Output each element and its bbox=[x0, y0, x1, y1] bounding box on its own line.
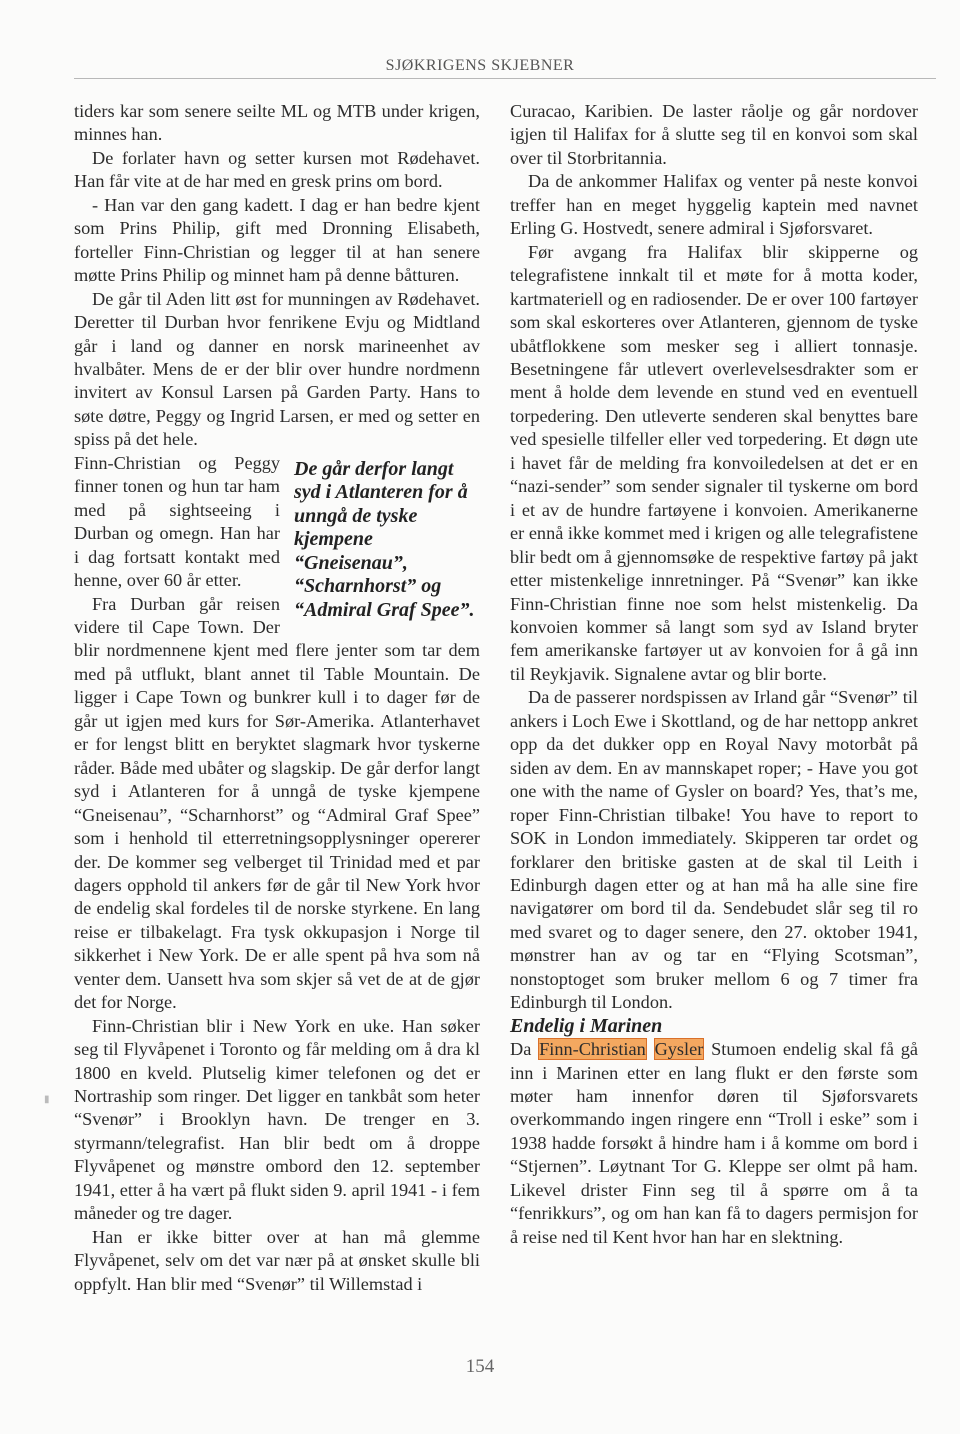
text-run: Stumoen endelig skal få gå inn i Marinen etter en lang flukt er den første som møter ham innenfor døren til Sjøforsvarets overkommando ingen ringere enn “Troll i eske” som i 1938 hadde forsøkt å hindre ham i å komme om bord i “Stjernen”. Løytnant Tor G. Kleppe ser olmt på ham. Likevel drister Finn seg til å spørre om å ta “fenrikkurs”, og om han kan få to dagers permisjon for å reise ned til Kent hvor han har en slektning. bbox=[510, 1039, 918, 1247]
paragraph bbox=[510, 1038, 918, 1249]
left-column bbox=[74, 100, 480, 1296]
paragraph: Curacao, Karibien. De laster råolje og går nordover igjen til Halifax for å slutte seg til en konvoi som skal over til Storbritannia. bbox=[510, 101, 918, 168]
paragraph: De forlater havn og setter kursen mot Rødehavet. Han får vite at de har med en gresk prins om bord. bbox=[74, 147, 480, 192]
paragraph: Før avgang fra Halifax blir skipperne og telegrafistene innkalt til et møte for å motta koder, kartmateriell og en radiosender. De er over 100 fartøyer som skal eskorteres over Atlanteren, gjennom de tyske ubåtflokkene som mesker seg i alliert tonnasje. Besetningene får utlevert overlevelsesdrakter som er ment å holde dem levende en stund ved en eventuell torpedering. Den utleverte senderen skal benyttes bare ved spesielle tilfeller eller ved torpedering. Et døgn ute i havet får de melding fra konvoiledelsen at det er en “nazi-sender” som sender signaler til tyskerne om bord i et av de hundre fartøyene i konvoien. Amerikanerne er ennå ikke kommet med i krigen og alle telegrafistene blir bedt om å gjennomsøke de respektive fartøy på jakt etter mistenkelige innretninger. På “Svenør” kan ikke Finn-Christian finne noe som helst mistenkelig. Da konvoien kommer så langt som syd av Island bryter fem amerikanske fartøyer ut av konvoien for å gå inn til Reykjavik. Signalene avtar og blir borte. bbox=[510, 241, 918, 684]
paragraph: Fra Durban går reisen videre til Cape Town. Der blir nordmennene kjent med flere jenter som tar dem med på utflukt, blant annet til Table Mountain. De ligger i Cape Town og bunkrer kull i to dager før de går ut igjen med kurs for Sør-Amerika. Atlanterhavet er for lengst blitt en beryktet slagmark hvor tyskerne råder. Både med ubåter og slagskip. De går derfor langt syd i Atlanteren for å unngå de tyske kjempene “Gneisenau”, “Scharnhorst” og “Admiral Graf Spee” som i henhold til etterretningsopplysninger opererer der. De kommer seg velberget til Trinidad med et par dagers opphold til ankers før de går til New York hvor de endelig skal fordeles til de norske styrkene. En lang reise er tilbakelagt. Fra tysk okkupasjon i Norge til sikkerhet i New York. De er alle spent på hva som nå venter dem. Uansett hva som skjer så vet de at de gjør det for Norge. bbox=[74, 593, 480, 1013]
running-header: SJØKRIGENS SKJEBNER bbox=[385, 57, 575, 74]
highlighted-name: Gysler bbox=[654, 1039, 704, 1060]
right-column bbox=[510, 100, 918, 1249]
margin-mark: ▮ bbox=[44, 1094, 50, 1105]
pull-quote: De går derfor langt syd i Atlanteren for å unngå de tyske kjempene “Gneisenau”, “Scharnhorst” og “Admiral Graf Spee”. bbox=[294, 457, 475, 621]
paragraph: Finn-Christian og Peggy finner tonen og hun tar ham med på sightseeing i Durban og omegn. Han har i dag fortsatt kontakt med henne, over 60 år etter. bbox=[74, 452, 280, 591]
paragraph: Da de ankommer Halifax og venter på neste konvoi treffer han en meget hyggelig kaptein med navnet Erling G. Hostvedt, senere admiral i Sjøforsvaret. bbox=[510, 171, 918, 239]
paragraph: De går til Aden litt øst for munningen av Rødehavet. Deretter til Durban hvor fenrikene Evju og Midtland går i land og danner en norsk marineenhet av hvalbåter. Mens de er der blir over hundre nordmenn invitert av Konsul Larsen på Garden Party. Hans to søte døtre, Peggy og Ingrid Larsen, er med og setter en spiss på det hele. bbox=[74, 288, 480, 450]
paragraph: Han er ikke bitter over at han må glemme Flyvåpenet, selv om det var nær på at ønsket skulle bli oppfylt. Han blir med “Svenør” til Willemstad i bbox=[74, 1226, 480, 1294]
paragraph: Finn-Christian blir i New York en uke. Han søker seg til Flyvåpenet i Toronto og får melding om å dra kl 1800 en kveld. Plutselig kimer telefonen og det er Nortraship som ringer. Det ligger en tankbåt som heter “Svenør” i Brooklyn havn. De trenger en 3. styrmann/telegrafist. Han blir bedt om å droppe Flyvåpenet og mønstre ombord den 12. september 1941, etter å ha vært på flukt siden 9. april 1941 - i fem måneder og tre dager. bbox=[74, 1015, 480, 1224]
text-run: Da bbox=[510, 1039, 539, 1060]
header-rule bbox=[74, 78, 936, 79]
paragraph: - Han var den gang kadett. I dag er han bedre kjent som Prins Philip, gift med Dronning Elisabeth, forteller Finn-Christian og legger til at han senere møtte Prins Philip og minnet ham på denne båtturen. bbox=[74, 194, 480, 286]
section-heading: Endelig i Marinen bbox=[510, 1014, 663, 1037]
paragraph: Da de passerer nordspissen av Irland går “Svenør” til ankers i Loch Ewe i Skottland, og de har nettopp ankret opp da det dukker opp en Royal Navy motorbåt på siden av dem. En av mannskapet roper; - Have you got one with the name of Gysler on board? Yes, that’s me, roper Finn-Christian tilbake! You have to report to SOK in London immediately. Skipperen tar ordet og forklarer den britiske gasten at de skal til Leith i Edinburgh dagen etter og at han må ha alle sine fire navigatører om bord til da. Sendebudet slår seg til ro med svaret og to dager senere, den 27. oktober 1941, mønstrer han av og tar en “Flying Scotsman”, nonstoptoget som bruker mellom 6 og 7 timer fra Edinburgh til London. bbox=[510, 687, 918, 1013]
highlighted-name: Finn-Christian bbox=[539, 1039, 646, 1060]
page-number: 154 bbox=[465, 1356, 495, 1377]
paragraph: tiders kar som senere seilte ML og MTB under krigen, minnes han. bbox=[74, 101, 480, 145]
